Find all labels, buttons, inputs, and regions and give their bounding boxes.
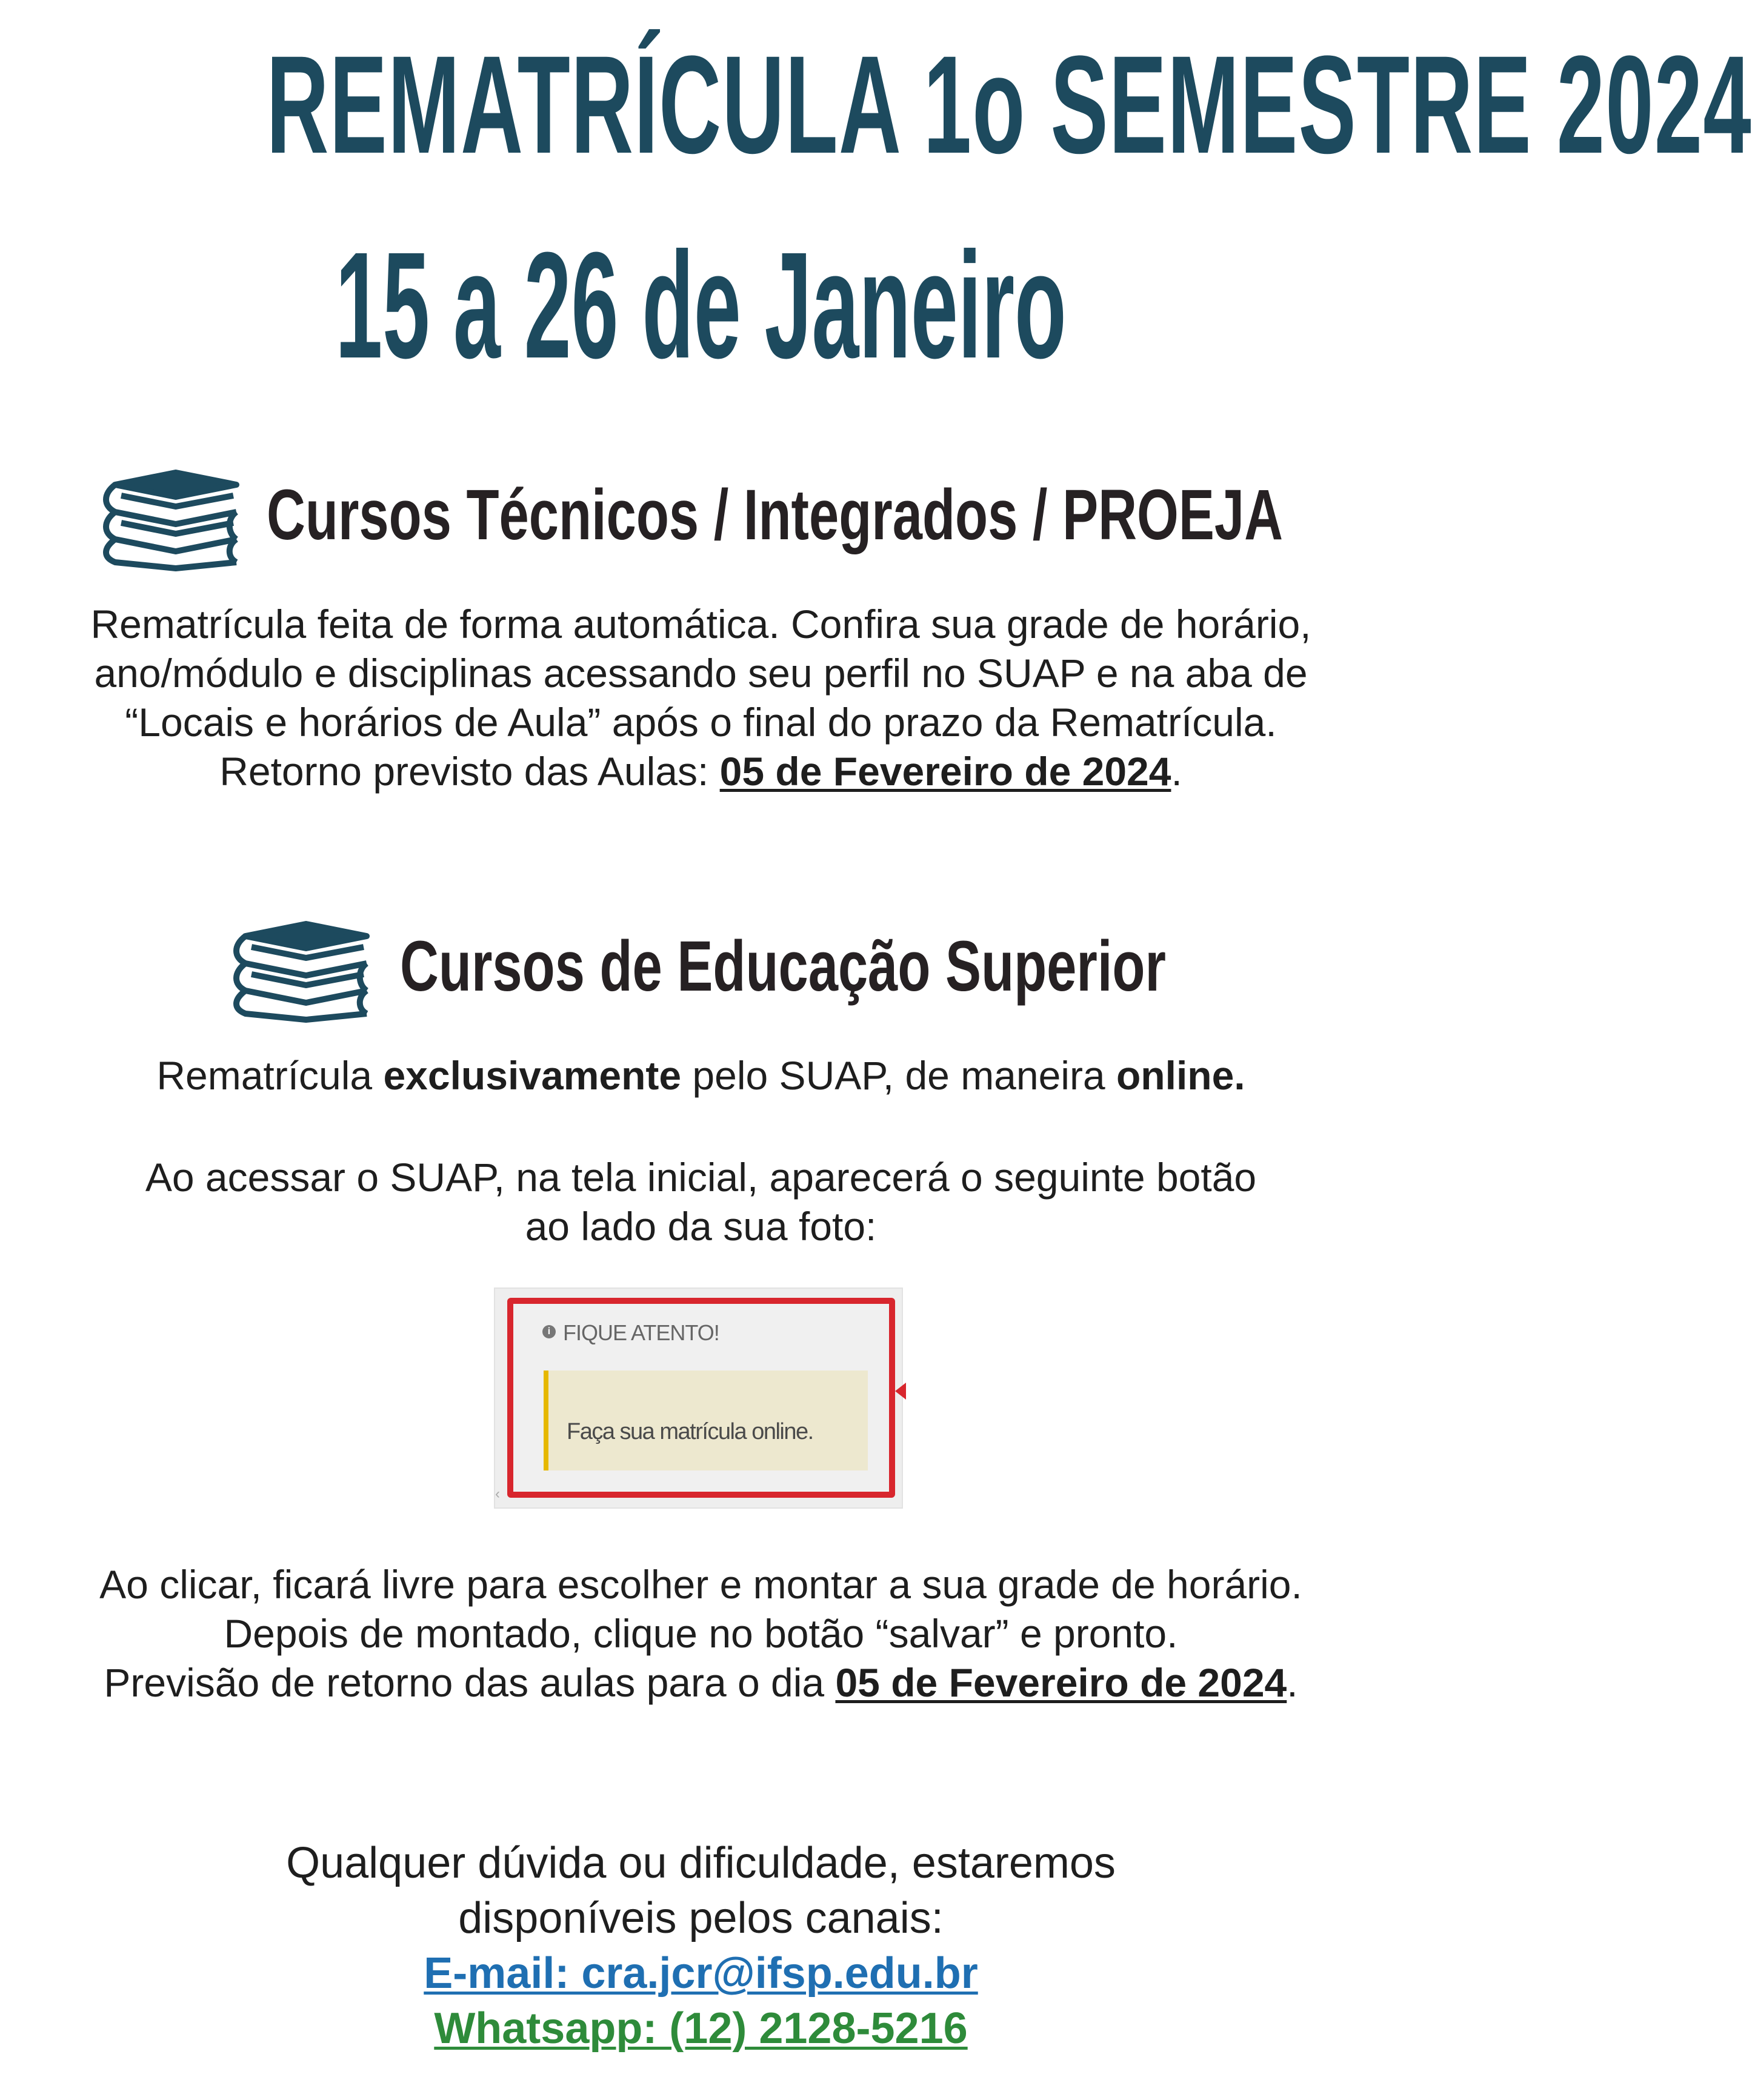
tecnicos-line-4: Retorno previsto das Aulas: 05 de Fevereiro de 2024. (219, 749, 1182, 794)
scroll-left-icon: ‹ (495, 1486, 500, 1502)
contact-line-2: disponíveis pelos canais: (458, 1894, 944, 1942)
superior-intro: Rematrícula exclusivamente pelo SUAP, de maneira online. (156, 1053, 1245, 1098)
date-range-title: 15 a 26 de Janeiro (335, 221, 1067, 390)
superior-access-text (0, 1153, 1402, 1251)
books-icon (227, 912, 373, 1021)
tecnicos-line-3: “Locais e horários de Aula” após o final do prazo da Rematrícula. (125, 700, 1277, 745)
attention-label: FIQUE ATENTO! (563, 1320, 719, 1345)
books-icon (97, 460, 242, 570)
return-date: 05 de Fevereiro de 2024 (719, 749, 1171, 794)
after-line-3: Previsão de retorno das aulas para o dia 05 de Fevereiro de 2024. (104, 1660, 1298, 1705)
after-line-2: Depois de montado, clique no botão “salvar” e pronto. (224, 1611, 1178, 1656)
contact-block (0, 1836, 1402, 2056)
whatsapp-link[interactable]: Whatsapp: (12) 2128-5216 (434, 2004, 968, 2053)
after-line-1: Ao clicar, ficará livre para escolher e montar a sua grade de horário. (99, 1562, 1302, 1607)
section-tecnicos-heading (97, 460, 1622, 570)
section-tecnicos-text (0, 600, 1402, 796)
suap-screenshot (494, 1288, 903, 1509)
enrollment-notice (544, 1371, 868, 1470)
section-tecnicos-title: Cursos Técnicos / Integrados / PROEJA (267, 475, 1284, 555)
enrollment-online-button[interactable]: Faça sua matrícula online. (567, 1419, 813, 1444)
section-superior-title: Cursos de Educação Superior (400, 926, 1166, 1006)
access-line-2: ao lado da sua foto: (525, 1204, 877, 1249)
access-line-1: Ao acessar o SUAP, na tela inicial, aparecerá o seguinte botão (145, 1155, 1257, 1200)
page-title: REMATRÍCULA 1o SEMESTRE 2024 (266, 27, 1752, 182)
section-superior-heading (227, 912, 1421, 1021)
return-date: 05 de Fevereiro de 2024 (835, 1660, 1287, 1705)
email-link[interactable]: E-mail: cra.jcr@ifsp.edu.br (424, 1949, 978, 1998)
contact-line-1: Qualquer dúvida ou dificuldade, estaremos (286, 1839, 1116, 1887)
info-icon: i (542, 1325, 556, 1338)
online-emphasis: online. (1116, 1053, 1245, 1098)
superior-after-text (0, 1560, 1402, 1707)
exclusive-emphasis: exclusivamente (383, 1053, 682, 1098)
tecnicos-line-2: ano/módulo e disciplinas acessando seu perfil no SUAP e na aba de (94, 651, 1308, 696)
tecnicos-line-1: Rematrícula feita de forma automática. Confira sua grade de horário, (90, 602, 1311, 646)
pointer-arrow (895, 1383, 906, 1400)
